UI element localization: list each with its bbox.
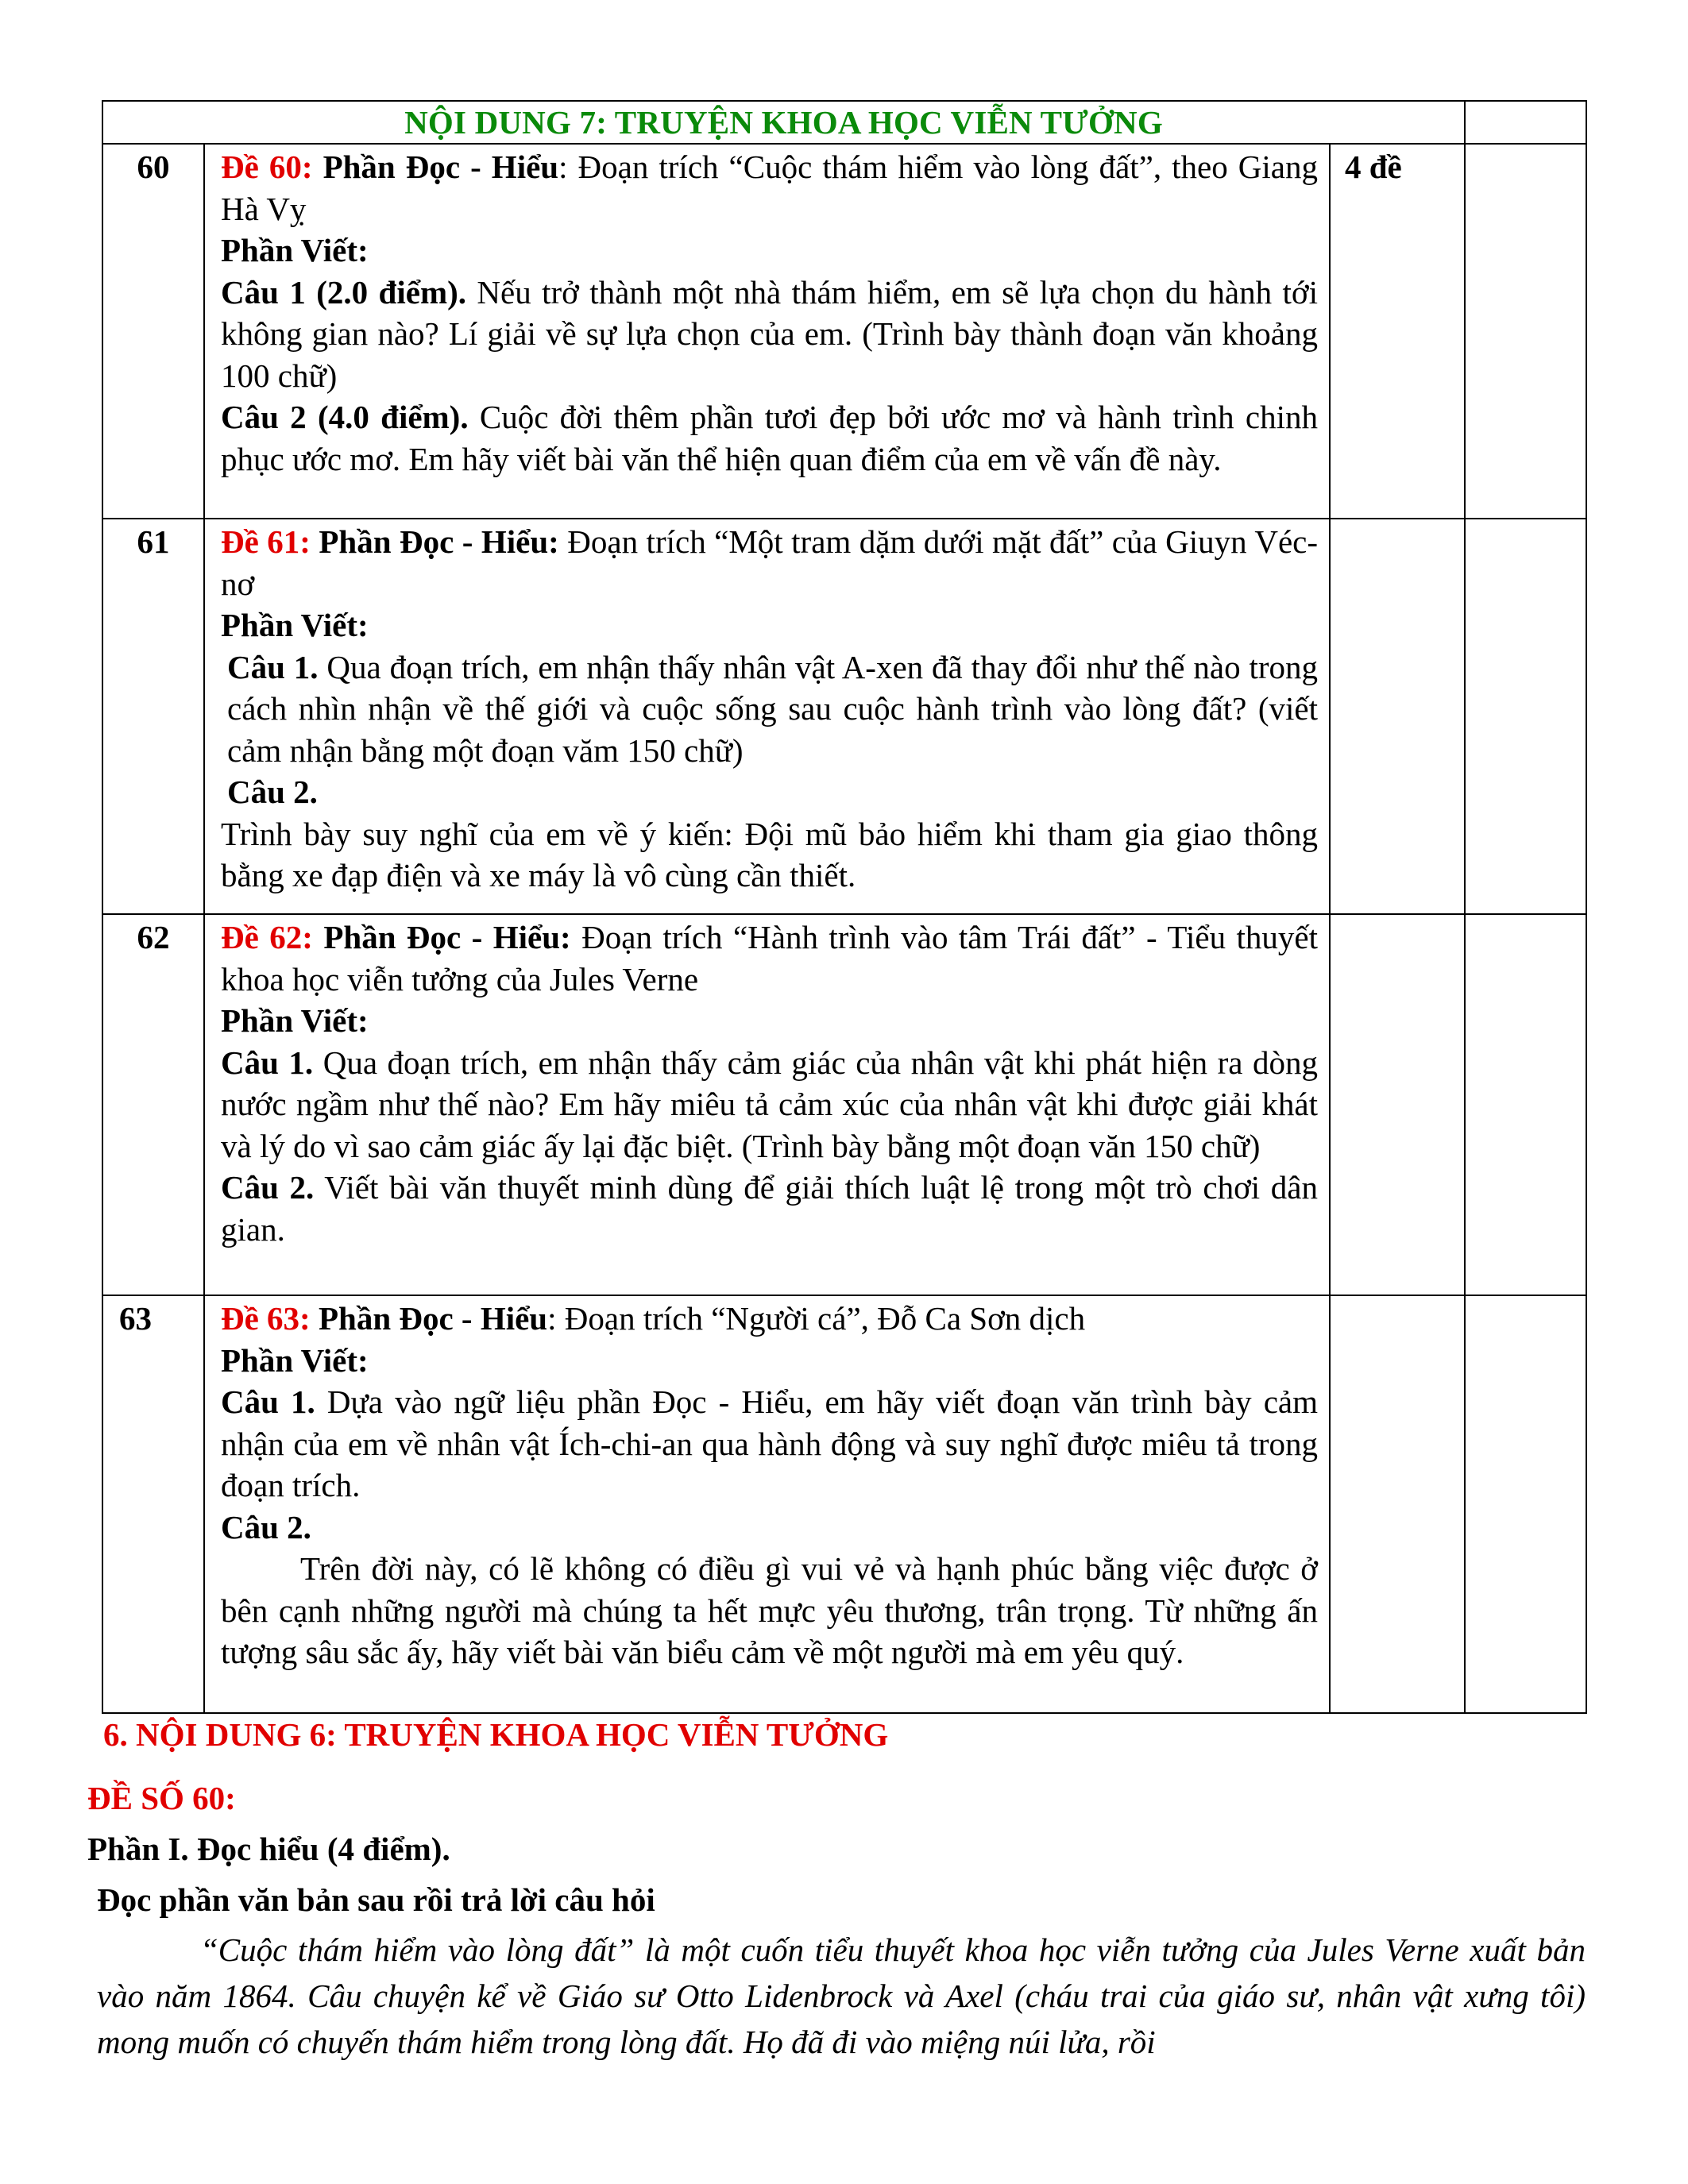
doc-text: Đoạn trích “Hành trình vào tâm Trái đất” - Tiểu thuyết khoa học viễn tưởng của Jules Verne bbox=[221, 919, 1319, 997]
viet-label: Phần Viết: bbox=[221, 232, 369, 268]
row-content bbox=[204, 1295, 1330, 1713]
de-label: Đề 61: bbox=[221, 523, 311, 560]
points-cell bbox=[1330, 519, 1465, 914]
q2-label: Câu 2. bbox=[221, 1169, 315, 1206]
q1-text: Qua đoạn trích, em nhận thấy nhân vật A-xen đã thay đổi như thế nào trong cách nhìn nhận về thế giới và cuộc sống sau cuộc hành trình vào lòng đất? (viết cảm nhận bằng một đoạn văm 150 chữ) bbox=[227, 648, 1318, 769]
de-label: Đề 63: bbox=[221, 1300, 311, 1337]
row-number: 61 bbox=[102, 519, 204, 914]
q2-text: Cuộc đời thêm phần tươi đẹp bởi ước mơ và hành trình chinh phục ước mơ. Em hãy viết bài văn thể hiện quan điểm của em về vấn đề này. bbox=[221, 399, 1319, 477]
viet-label: Phần Viết: bbox=[221, 607, 369, 643]
table-header-title: NỘI DUNG 7: TRUYỆN KHOA HỌC VIỄN TƯỞNG bbox=[404, 104, 1163, 141]
q1-text: Qua đoạn trích, em nhận thấy cảm giác của nhân vật khi phát hiện ra dòng nước ngầm như thế nào? Em hãy miêu tả cảm xúc của nhân vật khi được giải khát và lý do vì sao cảm giác ấy lại đặc biệt. (Trình bày bằng một đoạn văn 150 chữ) bbox=[221, 1044, 1318, 1164]
topic-table bbox=[102, 100, 1587, 1714]
viet-label: Phần Viết: bbox=[221, 1341, 369, 1379]
de-label: Đề 62: bbox=[221, 919, 313, 955]
points-cell bbox=[1330, 1295, 1465, 1713]
table-row bbox=[102, 1295, 1586, 1713]
viet-label: Phần Viết: bbox=[221, 1002, 369, 1039]
q1-text: Dựa vào ngữ liệu phần Đọc - Hiểu, em hãy viết đoạn văn trình bày cảm nhận của em về nhân vật Ích-chi-an qua hành động và suy nghĩ được miêu tả trong đoạn trích. bbox=[221, 1383, 1318, 1503]
q2-text: Viết bài văn thuyết minh dùng để giải thích luật lệ trong một trò chơi dân gian. bbox=[221, 1169, 1319, 1248]
row-content bbox=[204, 519, 1330, 914]
q1-label: Câu 1. bbox=[227, 648, 319, 685]
q1-label: Câu 1. bbox=[221, 1044, 314, 1081]
reading-instruction: Đọc phần văn bản sau rồi trả lời câu hỏi bbox=[97, 1881, 655, 1918]
doc-label: Phần Đọc - Hiểu: bbox=[323, 919, 571, 955]
q2-label: Câu 2. bbox=[227, 774, 318, 810]
q2-label: Câu 2. bbox=[221, 1508, 311, 1545]
exam-number-heading: ĐỀ SỐ 60: bbox=[87, 1780, 236, 1816]
points-cell bbox=[1330, 914, 1465, 1295]
row-number: 60 bbox=[102, 144, 204, 519]
q1-label: Câu 1 (2.0 điểm). bbox=[221, 273, 466, 311]
q2-label: Câu 2 (4.0 điểm). bbox=[221, 399, 469, 435]
table-row bbox=[102, 914, 1586, 1295]
table-header-cell bbox=[102, 101, 1465, 144]
doc-label: Phần Đọc - Hiểu bbox=[323, 149, 559, 185]
empty-cell bbox=[1465, 914, 1586, 1295]
table-row bbox=[102, 144, 1586, 519]
q1-label: Câu 1. bbox=[221, 1383, 315, 1420]
row-content bbox=[204, 914, 1330, 1295]
doc-text: Đoạn trích “Một tram dặm dưới mặt đất” của Giuyn Véc-nơ bbox=[221, 523, 1318, 602]
row-number: 62 bbox=[102, 914, 204, 1295]
points-cell: 4 đề bbox=[1330, 144, 1465, 519]
q2-text: Trình bày suy nghĩ của em về ý kiến: Đội mũ bảo hiểm khi tham gia giao thông bằng xe đạp điện và xe máy là vô cùng cần thiết. bbox=[221, 815, 1318, 893]
section-title: 6. NỘI DUNG 6: TRUYỆN KHOA HỌC VIỄN TƯỞNG bbox=[103, 1716, 889, 1753]
row-number: 63 bbox=[102, 1295, 204, 1713]
empty-cell bbox=[1465, 144, 1586, 519]
table-header-row bbox=[102, 101, 1586, 144]
doc-label: Phần Đọc - Hiểu bbox=[318, 1300, 548, 1337]
part-one-heading: Phần I. Đọc hiểu (4 điểm). bbox=[87, 1831, 450, 1867]
doc-label: Phần Đọc - Hiểu: bbox=[319, 523, 559, 560]
de-label: Đề 60: bbox=[221, 149, 313, 185]
reading-passage: “Cuộc thám hiểm vào lòng đất” là một cuốn tiểu thuyết khoa học viễn tưởng của Jules Verne xuất bản vào năm 1864. Câu chuyện kể về Giáo sư Otto Lidenbrock và Axel (cháu trai của giáo sư, nhân vật xưng tôi) mong muốn có chuyến thám hiểm trong lòng đất. Họ đã đi vào miệng núi lửa, rồi bbox=[97, 1931, 1586, 2060]
empty-cell bbox=[1465, 519, 1586, 914]
table-header-empty-cell bbox=[1465, 101, 1586, 144]
row-content bbox=[204, 144, 1330, 519]
q1-text: Nếu trở thành một nhà thám hiểm, em sẽ lựa chọn du hành tới không gian nào? Lí giải về sự lựa chọn của em. (Trình bày thành đoạn văn khoảng 100 chữ) bbox=[221, 273, 1318, 394]
doc-text: : Đoạn trích “Cuộc thám hiểm vào lòng đất”, theo Giang Hà Vỵ bbox=[221, 149, 1318, 227]
empty-cell bbox=[1465, 1295, 1586, 1713]
q2-text: Trên đời này, có lẽ không có điều gì vui vẻ và hạnh phúc bằng việc được ở bên cạnh những người mà chúng ta hết mực yêu thương, trân trọng. Từ những ấn tượng sâu sắc ấy, hãy viết bài văn biểu cảm về một người mà em yêu quý. bbox=[221, 1550, 1318, 1670]
doc-text: : Đoạn trích “Người cá”, Đỗ Ca Sơn dịch bbox=[547, 1300, 1086, 1337]
table-row bbox=[102, 519, 1586, 914]
